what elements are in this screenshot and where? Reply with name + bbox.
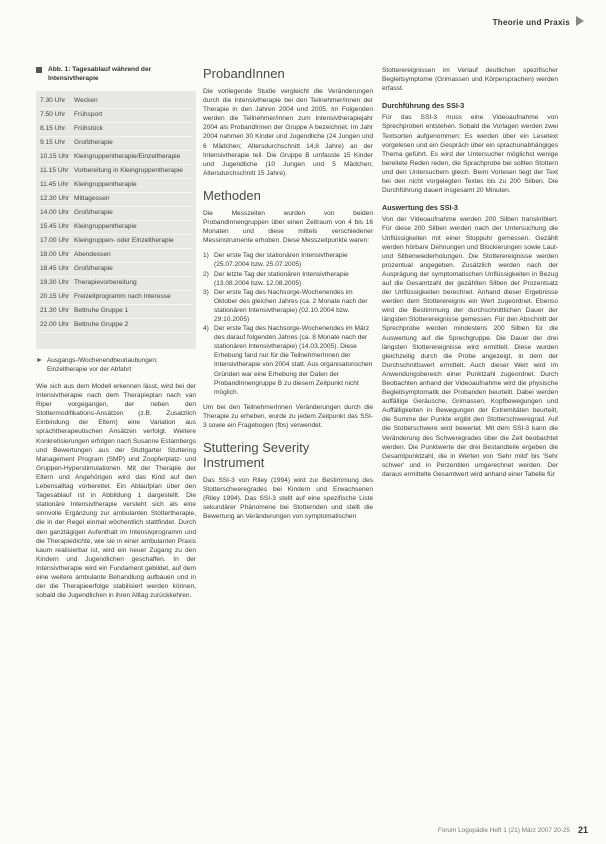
probanden-paragraph: Die vorliegende Studie vergleicht die Veränderungen durch die Intensivtherapie bei den Teilnehmer/innen der Therapie in den Jahren 2004 und 2005. Im Folgenden werden die Teilnehmer/innen zum Intensivtherapiejahr 2004 als ProbandInnen der Gruppe A bezeichnet. Im Jahr 2004 nahmen 30 Kinder und Jugendliche (24 Jungen und 6 Mädchen; Altersdurchschnitt 14,8 Jahre) an der Intensivtherapie teil. Die Gruppe B umfasste 15 Kinder und Jugendliche (10 Jungen und 5 Mädchen; Altersdurchschnitt 15 Jahre). — [203, 88, 373, 177]
schedule-time: 14.00 Uhr — [40, 209, 69, 216]
schedule-row — [40, 319, 192, 333]
schedule-row — [40, 277, 192, 291]
list-number: 1) — [203, 252, 209, 260]
schedule-activity: Abendessen — [74, 251, 111, 258]
schedule-activity: Mittagessen — [74, 195, 110, 202]
col1-paragraph: Wie sich aus dem Modell erkennen lässt, wird bei der Intensivtherapie nach dem Therapieplan nach van Riper vorgegangen, der neben den Stottermodifikations-Ansätzen (z.B. Zusatzlich Einbindung der Eltern) eine Variation aus sprachtherapeutischen Ansätzen verfolgt. Weitere Konkretisierungen erfolgen nach Susanne Estambergs und Bewertungen aus der Stuttgarter Stuttering Management Program (SMP) und Zoopferplatz- und Gruppen-Hyperstimulationen. Mit der Therapie der Eltern und Angehörigen wird das Kind auf den Lebensalltag vorbereitet. Ein Ablaufplan über den Tagesablauf ist in Abbildung 1 dargestellt. Die stationäre Intensivtherapie versteht sich als eine sinnvolle Ergänzung zur ambulanten Stottertherapie, die in der Regel einmal wöchentlich stattfindet. Durch den ganztägigen Aufenthalt im Intensivprogramm und die Therapiedichte, wie sie in einer ambulanten Praxis kaum realisierbar ist, wird ein neuer Zugang zu den Kindern und Jugendlichen geschaffen. In der Intensivtherapie wird ein Fundament gebildet, auf dem eine weitere ambulante Behandlung aufbauen und in der die Therapieerfolge stabilisiert werden können, sobald die Jugendlichen in ihren Alltag zurückkehren. — [36, 383, 196, 600]
methoden-paragraph: Die Messzeiten wurden von beiden ProbandInnengruppen über einen Zeitraum von 4 bis 16 Monaten und diese mittels verschiedener Messinstrumente erhoben. Diese Messzeitpunkte waren: — [203, 209, 373, 245]
list-item — [203, 251, 373, 269]
schedule-row — [40, 95, 192, 109]
page-number: 21 — [577, 825, 588, 835]
section-title: Theorie und Praxis — [492, 18, 570, 27]
schedule-row — [40, 179, 192, 193]
schedule-row — [40, 235, 192, 249]
list-text: Der erste Tag der stationären Intensivtherapie (25.07.2004 bzw. 25.07.2005) — [214, 252, 348, 269]
schedule-table — [36, 91, 196, 349]
schedule-time: 17.00 Uhr — [40, 237, 69, 244]
schedule-row — [40, 137, 192, 151]
schedule-activity: Bettruhe Gruppe 1 — [74, 307, 129, 314]
heading-methoden: Methoden — [203, 187, 261, 203]
schedule-time: 9.15 Uhr — [40, 139, 66, 146]
durchfuehrung-paragraph: Für das SSI-3 muss eine Videoaufnahme von Sprechproben entstehen. Sobald die Vorlagen werden zwei Textsorten aufgenommen: Es werden über ein Lesetext vorgelesen und ein Gespräch über ein sprachunabhängiges Thema geführt. Es wird der Untersucher möglichst wenige bereitete Reden reden, die Sprachprobe bei sollten Stottern und den Untersuchern gleich. Beim Vorlesen liegt der Text bei den nicht vorgelegten Textes bis zu 200 Silben. Die Durchführung dauert insgesamt 20 Minuten. — [382, 114, 558, 195]
after-list-paragraph: Um bei den TeilnehmerInnen Veränderungen durch die Therapie zu erheben, wurde zu jedem Zeitpunkt das SSI-3 sowie ein Fragebogen (fbs) verwendet. — [203, 403, 373, 429]
list-text: Der letzte Tag der stationären Intensivtherapie (13.08.2004 bzw. 12.08.2005) — [214, 270, 349, 287]
heading-durchfuehrung: Durchführung des SSI-3 — [382, 101, 465, 111]
list-number: 3) — [203, 288, 209, 296]
column-3 — [382, 66, 558, 479]
schedule-row — [40, 151, 192, 165]
schedule-time: 18.00 Uhr — [40, 251, 69, 258]
schedule-activity: Bettruhe Gruppe 2 — [74, 321, 129, 328]
schedule-time: 22.00 Uhr — [40, 321, 69, 328]
schedule-time: 21.30 Uhr — [40, 307, 69, 314]
auswertung-paragraph: Von der Videoaufnahme werden 200 Silben transkribiert. Für diese 200 Silben werden nach der Untersuchung die Unflüssigkeiten mit einer Stoppuhr gemessen. Gezählt werden hörbare Dehnungen und Blockierungen sowie Laut- und Silbenwiederholungen. Die Stotterereignisse werden prozentual angegeben. Zusätzlich werden nach der Ausprägung der symptomatischen Unflüssigkeiten in Bezug auf die Gesamtzahl der gezählten Silben der Prozentsatz der Unflüssigkeiten berechnet. Anhand dieser Ergebnisse werden dem Stotterereignis ein Wert zugeordnet. Ebenso wird die Bestimmung der durchschnittlichen Dauer der längsten Stotterereignisse gemessen. Für den Abschnitt der Sprechprobe werden mindestens 200 Silben für die Auswertung auf die Sprechgruppe. Die Dauer der drei längsten Stotterereignisse wird ermittelt. Diese wurden gleichzeitig durch die Probe angezeigt, in dem der Durchschnittswert ermittelt. Auch dieser Wert wird im Anwendungsbereich einer Punktzahl zugeordnet. Durch Beobachten anhand der Videoaufnahme wird die physische Begleitsymptomatik der Probanden beurteilt. Dabei werden auffällige Geräusche, Grimassen, Kopfbewegungen und Auffälligkeiten in Bewegungen der Extremitäten beurteilt, die Summe der Punkte ergibt den Stotterschweregrad. Auf die Stotterschwere wird bewertet. Mit dem SSI-3 kann die Veränderung des Schweregrades über die Zeit beobachtet werden. Die Punktwerte der drei Bestandteile ergeben die Gesamtpunktzahl, die in Werten von 'Sehr mild' bis 'Sehr schwer' und in Perzentilen umgerechnet werden. Der daraus ermittelte Gesamtwert wird anhand einer Tabelle für — [382, 216, 558, 478]
square-bullet-icon — [36, 67, 42, 73]
schedule-activity: Großtherapie — [74, 139, 113, 146]
schedule-activity: Wecken — [74, 97, 98, 104]
column-2 — [203, 66, 373, 522]
schedule-row — [40, 207, 192, 221]
list-text: Der erste Tag des Nachsorge-Wochenendes im Oktober des gleichen Jahres (ca. 2 Monate nach der stationären Intensivtherapie) (02.10.2004 bzw. 29.10.2005) — [214, 288, 368, 323]
schedule-activity: Kleingruppentherapie — [74, 223, 137, 230]
schedule-row — [40, 291, 192, 305]
schedule-time: 8.15 Uhr — [40, 125, 66, 132]
schedule-row — [40, 249, 192, 263]
schedule-row — [40, 193, 192, 207]
schedule-row — [40, 165, 192, 179]
schedule-activity: Großtherapie — [74, 265, 113, 272]
schedule-row — [40, 305, 192, 319]
schedule-activity: Frühstück — [74, 125, 103, 132]
schedule-activity: Großtherapie — [74, 209, 113, 216]
schedule-activity: Frühsport — [74, 111, 103, 118]
schedule-time: 19.30 Uhr — [40, 279, 69, 286]
list-item — [203, 270, 373, 288]
figure-heading — [36, 66, 196, 83]
schedule-time: 7.50 Uhr — [40, 111, 66, 118]
heading-ssi: Stuttering Severity Instrument — [203, 440, 310, 471]
schedule-activity: Kleingruppentherapie/Einzeltherapie — [74, 153, 181, 160]
list-number: 4) — [203, 325, 209, 333]
list-item — [203, 288, 373, 324]
list-text: Der erste Tag des Nachsorge-Wochenendes im März des darauf folgenden Jahres (ca. 8 Monate nach der stationären Intensivtherapie) (14.03.2005). Diese Erhebung fand nur für die TeilnehmerInnen der Intensivtherapie von 2004 statt. Aus organisatorischen Gründen war eine Erhebung der Daten der ProbandInnengruppe B zu diesem Zeitpunkt nicht möglich. — [214, 325, 373, 396]
schedule-row — [40, 263, 192, 277]
schedule-time: 18.45 Uhr — [40, 265, 69, 272]
col3-intro: Stotterereignissen im Verlauf deutlichen spezifischer Begleitsymptome (Grimassen und Körpersprachen) werden erfasst. — [382, 67, 558, 93]
schedule-row — [40, 109, 192, 123]
schedule-time: 20.15 Uhr — [40, 293, 69, 300]
list-item — [203, 324, 373, 397]
schedule-time: 7.30 Uhr — [40, 97, 66, 104]
journal-footer: Forum Logopädie Heft 1 (21) März 2007 20-25 — [437, 827, 570, 834]
schedule-note-text: Ausgangs-/Wochenendbeurlaubungen: Einzeltherapie vor der Abfahrt — [46, 357, 158, 373]
schedule-time: 11.45 Uhr — [40, 181, 69, 188]
schedule-time: 15.45 Uhr — [40, 223, 69, 230]
arrow-bullet-icon: ► — [36, 357, 43, 364]
ssi-paragraph: Das SSI-3 von Riley (1994) wird zur Bestimmung des Stotterschweregrades bei Kindern und Erwachsenen (Riley 1994). Das SSI-3 stellt auf eine spezifische Liste sekundärer Phänomene bei Stotternden und stellt die Bewertung an Veränderungen von symptomatischen — [203, 477, 373, 521]
schedule-activity: Kleingruppentherapie — [74, 181, 137, 188]
measurement-list — [203, 251, 373, 397]
schedule-activity: Kleingruppen- oder Einzeltherapie — [74, 237, 174, 244]
schedule-note — [36, 357, 196, 374]
schedule-activity: Therapievorbereitung — [74, 279, 137, 286]
schedule-time: 10.15 Uhr — [40, 153, 69, 160]
heading-probanden: ProbandInnen — [203, 66, 285, 81]
list-number: 2) — [203, 270, 209, 278]
schedule-activity: Freizeitprogramm nach Interesse — [74, 293, 171, 300]
page-header — [0, 0, 606, 36]
schedule-row — [40, 123, 192, 137]
heading-auswertung: Auswertung des SSI-3 — [382, 203, 458, 213]
figure-caption: Abb. 1: Tagesablauf während der Intensivtherapie — [48, 66, 152, 82]
schedule-time: 12.30 Uhr — [40, 195, 69, 202]
column-1 — [36, 66, 196, 600]
schedule-activity: Vorbereitung in Kleingruppentherapie — [74, 167, 183, 174]
section-arrow-icon — [576, 16, 584, 26]
schedule-time: 11.15 Uhr — [40, 167, 69, 174]
schedule-row — [40, 221, 192, 235]
